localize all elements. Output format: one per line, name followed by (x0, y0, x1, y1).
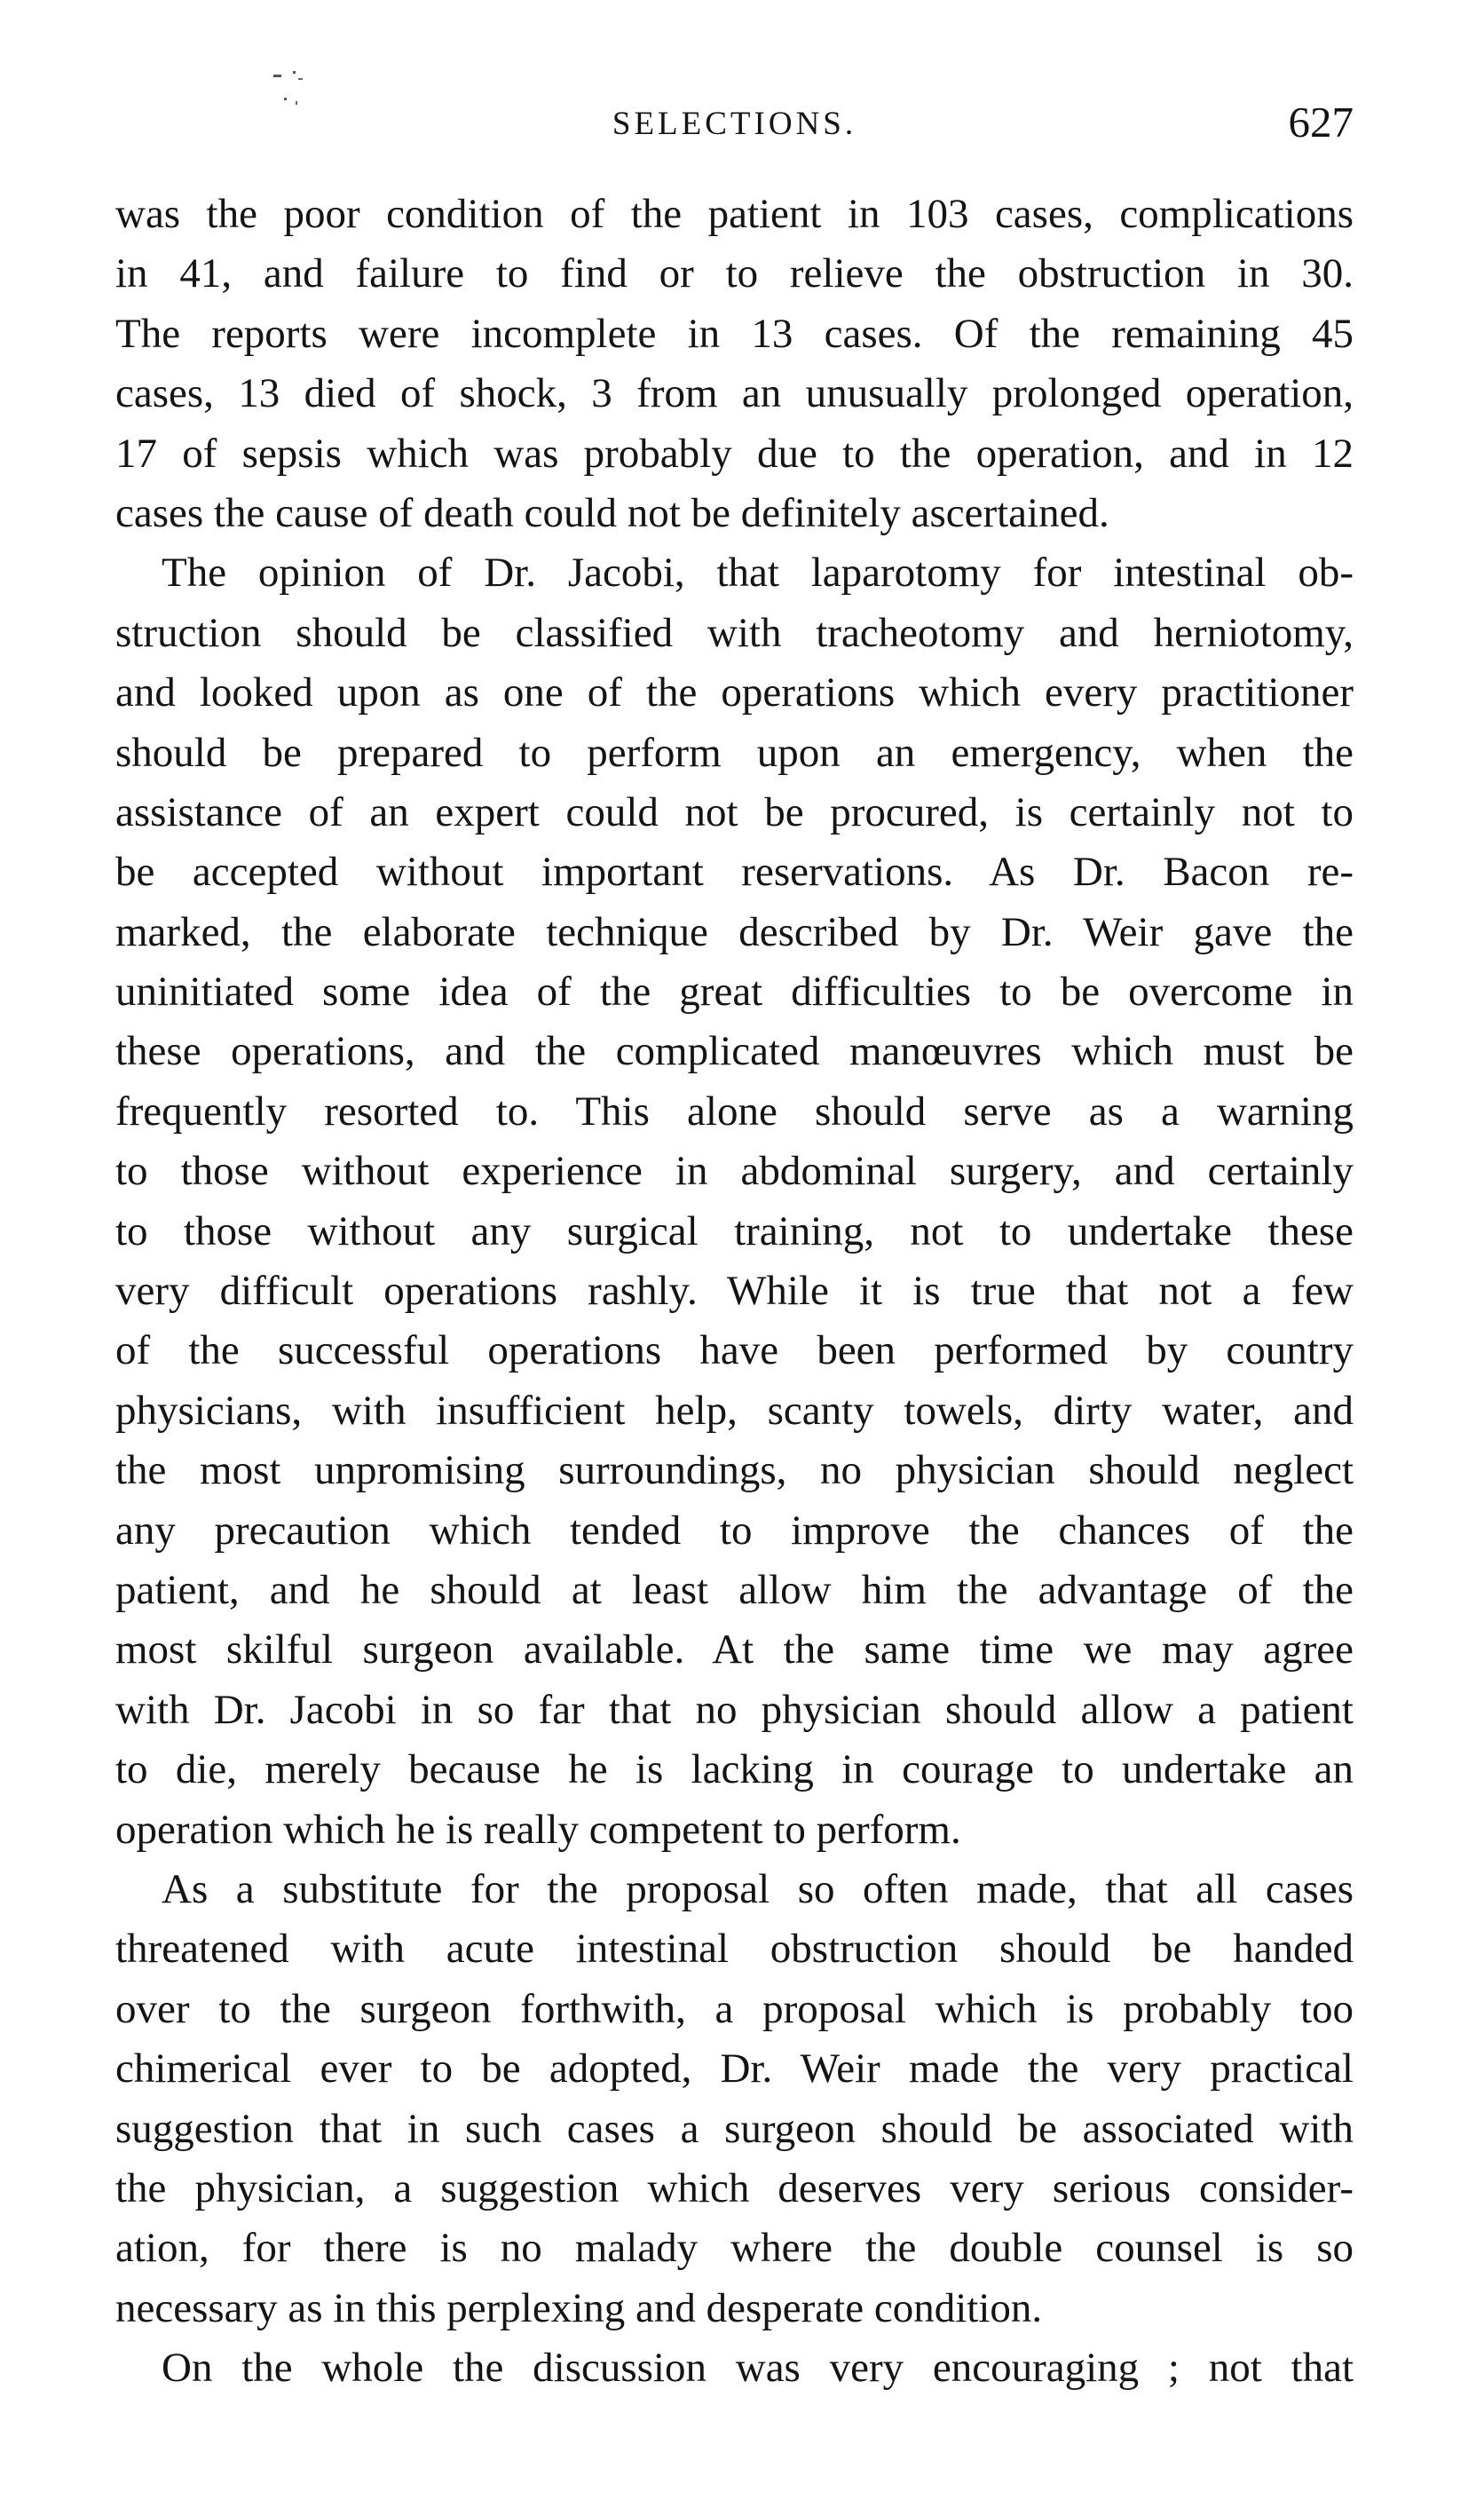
text-line: was the poor condition of the patient in 103 cases, complications (115, 191, 1354, 237)
text-line: As a substitute for the proposal so often made, that all cases (162, 1865, 1354, 1912)
text-line: most skilful surgeon available. At the same time we may agree (115, 1626, 1354, 1673)
text-line: marked, the elaborate technique described by Dr. Weir gave the (115, 908, 1354, 955)
text-line: struction should be classified with tracheotomy and herniotomy, (115, 609, 1354, 656)
text-line: threatened with acute intestinal obstruction should be handed (115, 1926, 1354, 1973)
text-line: The reports were incomplete in 13 cases. Of the remaining 45 (115, 310, 1354, 357)
text-line: be accepted without important reservations. As Dr. Bacon re- (115, 849, 1354, 896)
text-line: necessary as in this perplexing and desperate condition. (115, 2284, 1043, 2331)
text-line: 17 of sepsis which was probably due to the operation, and in 12 (115, 430, 1354, 477)
text-line: to those without any surgical training, not to undertake these (115, 1207, 1354, 1254)
text-line: of the successful operations have been performed by country (115, 1327, 1354, 1374)
text-line: patient, and he should at least allow him the advantage of the (115, 1566, 1354, 1613)
text-line: to die, merely because he is lacking in courage to undertake an (115, 1746, 1354, 1793)
text-line: with Dr. Jacobi in so far that no physician should allow a patient (115, 1686, 1354, 1733)
text-line: assistance of an expert could not be procured, is certainly not to (115, 788, 1354, 835)
text-line: in 41, and failure to find or to relieve the obstruction in 30. (115, 250, 1354, 297)
text-line: the most unpromising surroundings, no physician should neglect (115, 1447, 1354, 1494)
text-line: the physician, a suggestion which deserves very serious consider- (115, 2164, 1354, 2211)
text-line: and looked upon as one of the operations which every practitioner (115, 669, 1354, 716)
text-line: ation, for there is no malady where the double counsel is so (115, 2225, 1354, 2272)
running-head (115, 94, 1354, 147)
text-line: frequently resorted to. This alone should serve as a warning (115, 1088, 1354, 1135)
text-line: uninitiated some idea of the great difficulties to be overcome in (115, 969, 1354, 1016)
text-line: physicians, with insufficient help, scanty towels, dirty water, and (115, 1387, 1354, 1434)
text-line: very difficult operations rashly. While it is true that not a few (115, 1268, 1354, 1315)
running-title: SELECTIONS. (612, 106, 857, 142)
text-line: these operations, and the complicated manœuvres which must be (115, 1028, 1354, 1075)
text-line: cases the cause of death could not be definitely ascertained. (115, 489, 1109, 536)
text-line: chimerical ever to be adopted, Dr. Weir made the very practical (115, 2045, 1354, 2093)
text-line: On the whole the discussion was very encouraging ; not that (162, 2345, 1354, 2392)
body-text (115, 185, 1354, 2398)
text-line: should be prepared to perform upon an emergency, when the (115, 729, 1354, 776)
text-line: The opinion of Dr. Jacobi, that laparotomy for intestinal ob- (162, 550, 1354, 597)
text-line: cases, 13 died of shock, 3 from an unusually prolonged operation, (115, 370, 1354, 417)
text-line: any precaution which tended to improve the chances of the (115, 1507, 1354, 1554)
text-line: over to the surgeon forthwith, a proposal which is probably too (115, 1985, 1354, 2032)
text-line: suggestion that in such cases a surgeon should be associated with (115, 2105, 1354, 2152)
page-number: 627 (1288, 98, 1354, 146)
text-line: to those without experience in abdominal surgery, and certainly (115, 1148, 1354, 1195)
text-line: operation which he is really competent to perform. (115, 1806, 961, 1853)
